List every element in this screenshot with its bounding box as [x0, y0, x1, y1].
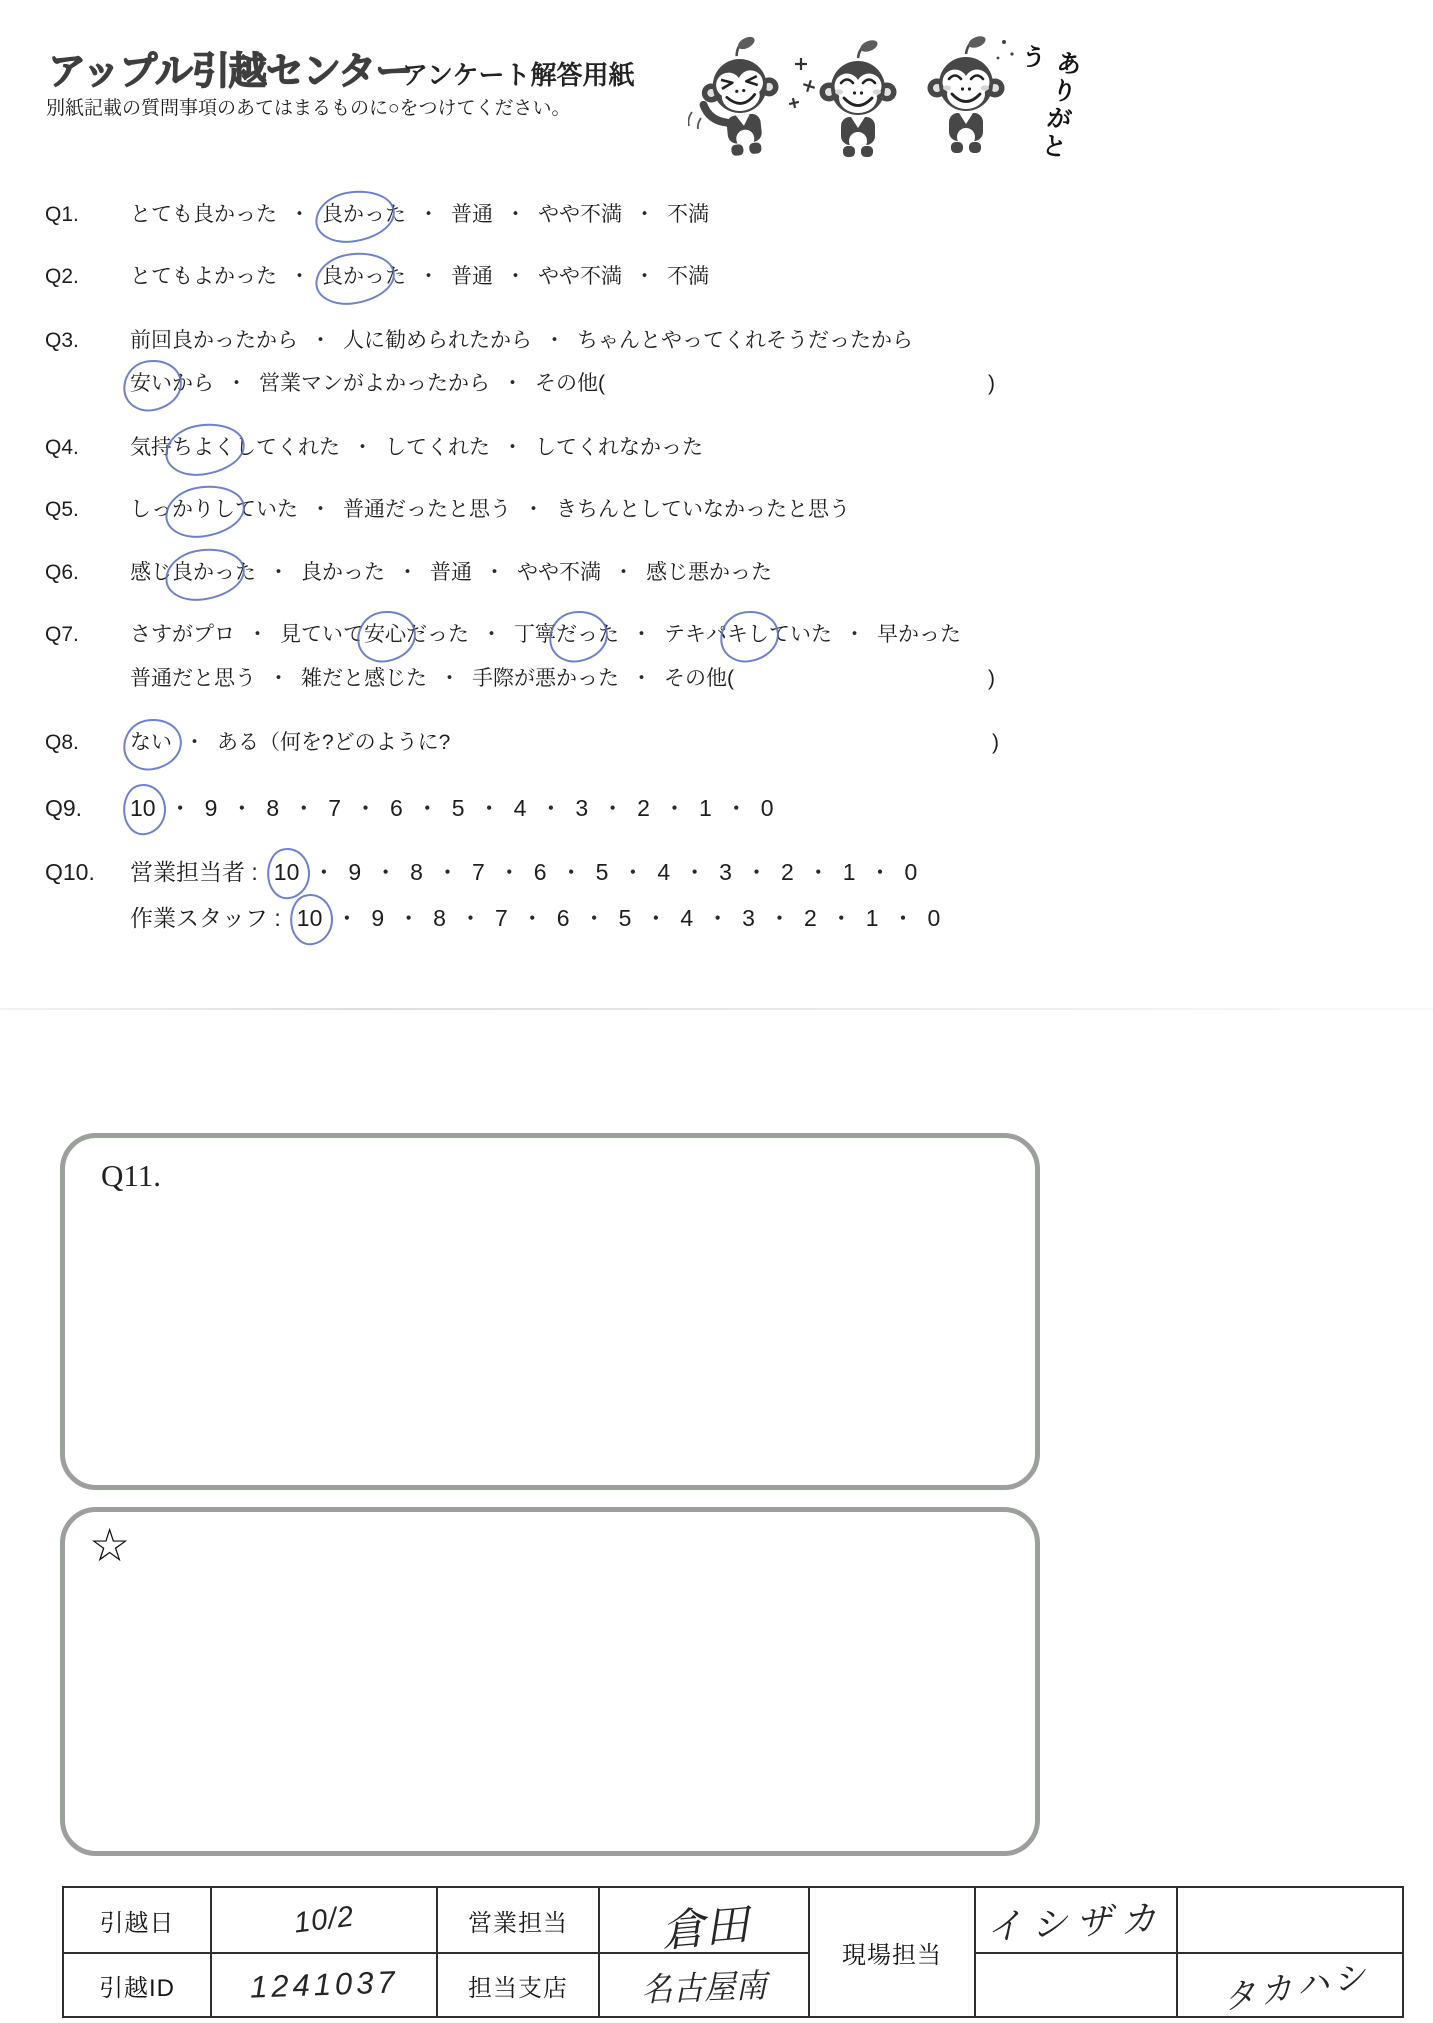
option: やや不満	[517, 561, 601, 584]
moving-id-label	[63, 1953, 211, 2017]
option-separator: ・	[352, 436, 373, 459]
option-circled-pen-mark: 安い	[130, 369, 172, 399]
option: 0	[904, 859, 918, 885]
question-line-q6	[45, 558, 772, 588]
moving-id-value	[211, 1953, 437, 2017]
option: ちゃんとやってくれそうだったから	[577, 329, 913, 352]
question-line-q8	[45, 728, 999, 758]
option: 5	[451, 795, 465, 821]
scan-artifact-line	[0, 1008, 1433, 1010]
option: してくれた	[385, 436, 490, 459]
option: 2	[780, 859, 794, 885]
option: してくれた	[235, 436, 340, 459]
question-label-q7: Q7.	[45, 623, 79, 646]
option: 良かった	[301, 561, 385, 584]
option: 9	[371, 905, 385, 931]
option: 6	[389, 795, 403, 821]
option-circled-pen-mark: 良かっ	[322, 262, 385, 292]
site-rep-label-text: 現場担当	[842, 1941, 942, 1969]
option-circled-pen-mark: 10	[273, 859, 300, 885]
option: 3	[719, 859, 732, 885]
option-separator: ・	[289, 203, 310, 226]
option: )	[988, 372, 995, 395]
option-separator: ・	[168, 795, 192, 821]
option-separator: ・	[868, 859, 892, 885]
question-label-q9: Q9.	[45, 795, 83, 821]
option: とてもよかった	[130, 265, 277, 288]
option: 4	[680, 905, 694, 931]
option: 感じ	[130, 561, 172, 584]
option-separator: ・	[613, 561, 634, 584]
table-row	[63, 1953, 1403, 2017]
footer-table-body	[63, 1887, 1403, 2017]
star-icon: ☆	[89, 1519, 131, 1571]
option: 9	[204, 795, 218, 821]
option-separator: ・	[829, 905, 853, 931]
option: しっ	[130, 498, 172, 521]
option-separator: ・	[312, 859, 336, 885]
option: 6	[533, 859, 547, 885]
option-circled-pen-mark: ない	[130, 728, 172, 758]
branch-label	[437, 1953, 599, 2017]
sales-rep-value-text: 倉田	[658, 1900, 751, 1957]
option-prefix: 営業担当者 :	[130, 859, 258, 885]
option-separator: ・	[634, 265, 655, 288]
option: 普通だったと思う	[343, 498, 511, 521]
moving-id-label-text: 引越ID	[99, 1974, 175, 2002]
option: 雑だと感じた	[301, 667, 427, 690]
option-separator: ・	[559, 859, 583, 885]
question-line-q4	[45, 433, 703, 463]
option-separator: ・	[767, 905, 791, 931]
option: 7	[471, 859, 485, 885]
option-circled-pen-mark: キし	[727, 620, 769, 650]
option-separator: ・	[477, 795, 501, 821]
option-separator: ・	[601, 795, 625, 821]
option-separator: ・	[724, 795, 748, 821]
option: 7	[328, 795, 341, 821]
site-rep-empty-2	[975, 1953, 1177, 2017]
option-separator: ・	[644, 905, 668, 931]
option: )	[988, 667, 995, 690]
option-circled-pen-mark: 10	[296, 905, 323, 931]
option: 人に勧められたから	[343, 329, 532, 352]
site-rep-value-2	[1177, 1953, 1403, 2017]
option: 3	[742, 905, 755, 931]
question-line-q3-1	[45, 326, 913, 356]
option-separator: ・	[268, 561, 289, 584]
option: 5	[618, 905, 632, 931]
option: 1	[865, 905, 879, 931]
option-separator: ・	[844, 623, 865, 646]
branch-label-text: 担当支店	[468, 1974, 568, 2002]
option: 8	[266, 795, 280, 821]
option-separator: ・	[662, 795, 686, 821]
moving-date-value-text: 10/2	[291, 1899, 356, 1940]
option-separator: ・	[268, 667, 289, 690]
option-separator: ・	[397, 561, 418, 584]
option-circled-pen-mark: ちよく	[172, 433, 235, 463]
moving-date-value	[211, 1887, 437, 1953]
option: た	[235, 561, 256, 584]
option: 丁寧	[514, 623, 556, 646]
option: ある（何を?どのように?	[217, 731, 451, 754]
option: 普通	[430, 561, 472, 584]
option-separator: ・	[706, 905, 730, 931]
option: 普通	[451, 203, 493, 226]
option: さすがプロ	[130, 623, 235, 646]
option: 0	[760, 795, 774, 821]
question-label-q10: Q10.	[45, 859, 95, 885]
option: テキパ	[664, 623, 727, 646]
option: 手際が悪かった	[472, 667, 619, 690]
option-separator: ・	[184, 731, 205, 754]
option: その他(	[535, 372, 605, 395]
question-label-q4: Q4.	[45, 436, 79, 459]
option-separator: ・	[247, 623, 268, 646]
option: 普通だと思う	[130, 667, 256, 690]
site-rep-value-2-text: タカハシ	[1220, 1956, 1373, 2016]
question-label-q1: Q1.	[45, 203, 79, 226]
option-circled-pen-mark: 安心	[364, 620, 406, 650]
option: 7	[494, 905, 508, 931]
question-line-q7-1	[45, 620, 961, 650]
option: 普通	[451, 265, 493, 288]
option: 気持	[130, 436, 172, 459]
option-separator: ・	[230, 795, 254, 821]
option-separator: ・	[582, 905, 606, 931]
option: 2	[637, 795, 650, 821]
option: 営業マンがよかったから	[259, 372, 490, 395]
option-separator: ・	[631, 667, 652, 690]
option: ていた	[769, 623, 832, 646]
question-line-q2	[45, 262, 709, 292]
q11-answer-box	[60, 1133, 1040, 1490]
option-separator: ・	[631, 623, 652, 646]
option-circled-pen-mark: 良かっ	[322, 200, 385, 230]
moving-date-label	[63, 1887, 211, 1953]
option-separator: ・	[439, 667, 460, 690]
option-circled-pen-mark: 良かっ	[172, 558, 235, 588]
option-separator: ・	[497, 859, 521, 885]
site-rep-empty-1	[1177, 1887, 1403, 1953]
option: 不満	[667, 265, 709, 288]
option-separator: ・	[458, 905, 482, 931]
option-separator: ・	[683, 859, 707, 885]
question-label-q3: Q3.	[45, 329, 79, 352]
option: やや不満	[538, 203, 622, 226]
option: だった	[406, 623, 469, 646]
option-separator: ・	[335, 905, 359, 931]
option-separator: ・	[523, 498, 544, 521]
site-rep-label	[809, 1887, 975, 2017]
option: から	[172, 372, 214, 395]
option-separator: ・	[505, 265, 526, 288]
moving-date-label-text: 引越日	[99, 1909, 175, 1937]
question-line-q10-2	[130, 903, 940, 933]
option: 1	[842, 859, 856, 885]
option-separator: ・	[226, 372, 247, 395]
option: 前回良かったから	[130, 329, 298, 352]
option-separator: ・	[418, 265, 439, 288]
question-label-q6: Q6.	[45, 561, 79, 584]
option: ていた	[235, 498, 298, 521]
option-separator: ・	[744, 859, 768, 885]
option-separator: ・	[374, 859, 398, 885]
sales-rep-value	[599, 1887, 809, 1957]
question-label-q8: Q8.	[45, 731, 79, 754]
option: 3	[575, 795, 589, 821]
option: 4	[513, 795, 527, 821]
option-separator: ・	[891, 905, 915, 931]
option-separator: ・	[292, 795, 316, 821]
form-title: アンケート解答用紙	[402, 60, 635, 90]
option: やや不満	[538, 265, 622, 288]
option-separator: ・	[621, 859, 645, 885]
option: 0	[927, 905, 941, 931]
option: 8	[433, 905, 446, 931]
option: 不満	[667, 203, 709, 226]
option: 6	[556, 905, 570, 931]
option: た	[598, 623, 619, 646]
sales-rep-label-text: 営業担当	[468, 1909, 568, 1937]
option-separator: ・	[418, 203, 439, 226]
option: 1	[698, 795, 712, 821]
star-answer-box	[60, 1507, 1040, 1856]
question-line-q10-1	[45, 857, 918, 887]
thanks-note: ありがとう	[1015, 41, 1084, 163]
option-separator: ・	[310, 329, 331, 352]
option-separator: ・	[310, 498, 331, 521]
option-separator: ・	[481, 623, 502, 646]
option-separator: ・	[502, 436, 523, 459]
moving-id-value-text: 1241037	[249, 1964, 399, 2005]
option-separator: ・	[544, 329, 565, 352]
option-circled-pen-mark: 10	[130, 795, 156, 821]
branch-value-text: 名古屋南	[640, 1966, 768, 2008]
option: 5	[595, 859, 609, 885]
option-separator: ・	[539, 795, 563, 821]
option-separator: ・	[520, 905, 544, 931]
option: 感じ悪かった	[646, 561, 772, 584]
option-separator: ・	[505, 203, 526, 226]
question-label-q5: Q5.	[45, 498, 79, 521]
branch-value	[599, 1953, 809, 2017]
option-circled-pen-mark: かりし	[172, 495, 235, 525]
option: )	[992, 731, 999, 754]
brand-title: アップル引越センター	[48, 51, 413, 93]
option: してくれなかった	[535, 436, 703, 459]
option: 9	[348, 859, 362, 885]
question-label-q2: Q2.	[45, 265, 79, 288]
option-separator: ・	[435, 859, 459, 885]
option: その他(	[664, 667, 734, 690]
question-line-q5	[45, 495, 850, 525]
sales-rep-label	[437, 1887, 599, 1953]
option-separator: ・	[353, 795, 377, 821]
option-separator: ・	[289, 265, 310, 288]
option-separator: ・	[397, 905, 421, 931]
instruction-text: 別紙記載の質問事項のあてはまるものに○をつけてください。	[46, 98, 571, 119]
question-line-q3-2	[130, 369, 995, 399]
option-separator: ・	[806, 859, 830, 885]
option: 8	[410, 859, 423, 885]
option: 4	[657, 859, 671, 885]
option-circled-pen-mark: だっ	[556, 620, 598, 650]
option: 2	[803, 905, 817, 931]
option: 早かった	[877, 623, 961, 646]
site-rep-value-1-text: イシザカ	[985, 1896, 1167, 1948]
footer-table	[62, 1886, 1404, 2018]
option-separator: ・	[502, 372, 523, 395]
question-line-q7-2	[130, 664, 995, 694]
option: とても良かった	[130, 203, 277, 226]
question-line-q9	[45, 793, 774, 823]
monkey-mascot-icon	[688, 28, 1018, 168]
option: きちんとしていなかったと思う	[556, 498, 850, 521]
option-separator: ・	[415, 795, 439, 821]
question-line-q1	[45, 200, 709, 230]
option-separator: ・	[634, 203, 655, 226]
option: た	[385, 203, 406, 226]
option-prefix: 作業スタッフ :	[130, 905, 281, 931]
site-rep-value-1	[975, 1887, 1177, 1953]
option: 見ていて	[280, 623, 364, 646]
option-separator: ・	[484, 561, 505, 584]
option: た	[385, 265, 406, 288]
table-row	[63, 1887, 1403, 1953]
q11-label: Q11.	[101, 1158, 161, 1193]
